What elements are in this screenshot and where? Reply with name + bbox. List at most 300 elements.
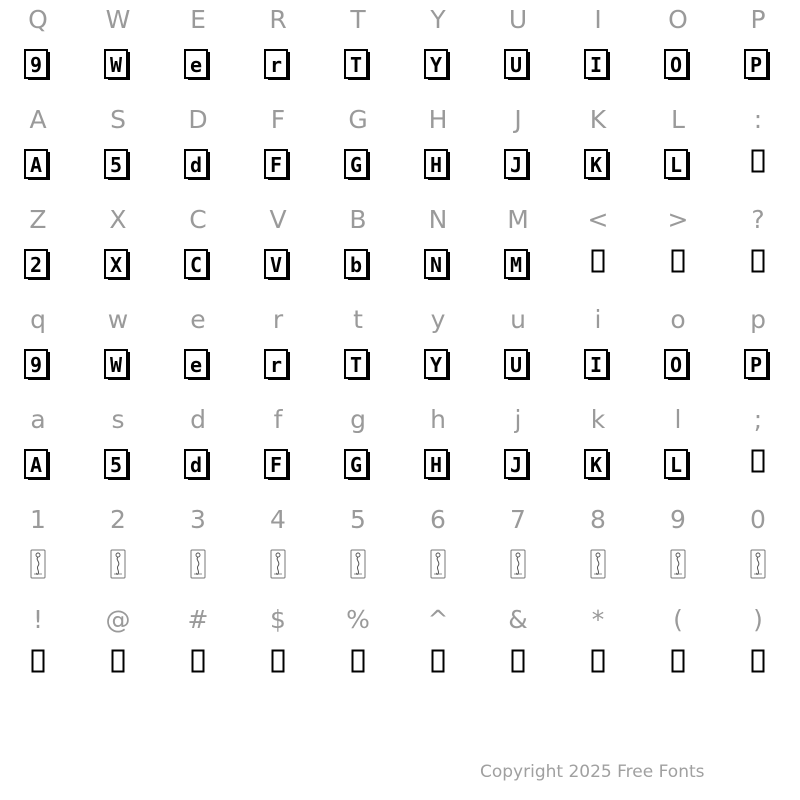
font-glyph-sample xyxy=(728,349,788,385)
notdef-box-icon xyxy=(751,449,765,473)
reference-char: R xyxy=(269,5,287,34)
stencil-glyph-icon xyxy=(264,149,292,181)
font-glyph-sample xyxy=(248,449,308,485)
glyph-cell xyxy=(248,100,308,200)
glyph-cell xyxy=(648,300,708,400)
svg-text:Y: Y xyxy=(429,353,443,377)
svg-text:F: F xyxy=(269,153,283,177)
glyph-cell xyxy=(88,600,148,700)
stencil-glyph-icon xyxy=(264,49,292,81)
glyph-cell xyxy=(8,300,68,400)
stencil-glyph-icon xyxy=(184,249,212,281)
svg-text:N: N xyxy=(429,253,443,277)
glyph-cell xyxy=(8,100,68,200)
font-glyph-sample xyxy=(408,349,468,385)
svg-text:C: C xyxy=(189,253,203,277)
font-glyph-sample xyxy=(168,449,228,485)
svg-text:J: J xyxy=(509,153,523,177)
reference-char: U xyxy=(508,5,528,34)
glyph-cell xyxy=(168,300,228,400)
font-glyph-sample xyxy=(568,549,628,585)
glyph-cell xyxy=(248,600,308,700)
svg-text:X: X xyxy=(109,253,123,277)
stencil-glyph-icon xyxy=(264,249,292,281)
font-glyph-sample xyxy=(248,349,308,385)
svg-text:U: U xyxy=(509,53,523,77)
reference-char: K xyxy=(589,105,607,134)
stencil-glyph-icon xyxy=(504,249,532,281)
reference-char: X xyxy=(109,205,127,234)
notdef-box-icon xyxy=(671,249,685,273)
reference-char: ! xyxy=(32,605,44,634)
preview-row xyxy=(0,300,800,400)
reference-char: : xyxy=(753,105,763,134)
svg-text:G: G xyxy=(349,453,363,477)
font-glyph-sample xyxy=(648,49,708,85)
stencil-glyph-icon xyxy=(344,249,372,281)
font-glyph-sample xyxy=(728,449,788,485)
reference-char: i xyxy=(594,305,602,334)
font-glyph-sample xyxy=(648,449,708,485)
font-glyph-sample xyxy=(88,249,148,285)
font-glyph-sample xyxy=(248,649,308,685)
reference-char: 8 xyxy=(590,505,606,534)
reference-char: $ xyxy=(270,605,286,634)
glyph-cell xyxy=(168,0,228,100)
reference-char: B xyxy=(349,205,367,234)
glyph-cell xyxy=(8,0,68,100)
stencil-glyph-icon xyxy=(504,449,532,481)
font-glyph-sample xyxy=(88,349,148,385)
glyph-cell xyxy=(328,500,388,600)
reference-char: t xyxy=(353,305,363,334)
font-glyph-sample xyxy=(488,549,548,585)
svg-text:W: W xyxy=(109,353,123,377)
reference-char: S xyxy=(110,105,126,134)
reference-char: g xyxy=(350,405,366,434)
glyph-cell xyxy=(408,100,468,200)
glyph-cell xyxy=(8,600,68,700)
font-glyph-sample xyxy=(88,49,148,85)
svg-text:I: I xyxy=(589,53,603,77)
reference-char: o xyxy=(670,305,686,334)
svg-text:O: O xyxy=(669,53,683,77)
stencil-glyph-icon xyxy=(504,49,532,81)
font-glyph-sample xyxy=(408,249,468,285)
seahorse-card-icon xyxy=(30,549,46,579)
reference-char: l xyxy=(674,405,682,434)
reference-char: f xyxy=(273,405,283,434)
svg-text:r: r xyxy=(269,53,283,77)
glyph-cell xyxy=(408,0,468,100)
font-glyph-sample xyxy=(568,349,628,385)
svg-text:T: T xyxy=(349,353,363,377)
stencil-glyph-icon xyxy=(664,349,692,381)
glyph-cell xyxy=(248,400,308,500)
glyph-cell xyxy=(248,300,308,400)
stencil-glyph-icon xyxy=(104,449,132,481)
glyph-cell xyxy=(568,400,628,500)
glyph-cell xyxy=(728,600,788,700)
reference-char: w xyxy=(107,305,129,334)
svg-text:2: 2 xyxy=(29,253,43,277)
stencil-glyph-icon xyxy=(104,49,132,81)
font-glyph-sample xyxy=(568,49,628,85)
glyph-cell xyxy=(88,300,148,400)
glyph-cell xyxy=(728,500,788,600)
notdef-box-icon xyxy=(751,249,765,273)
glyph-cell xyxy=(328,0,388,100)
notdef-box-icon xyxy=(511,649,525,673)
font-glyph-sample xyxy=(168,149,228,185)
glyph-cell xyxy=(328,100,388,200)
reference-char: 3 xyxy=(190,505,206,534)
stencil-glyph-icon xyxy=(184,149,212,181)
notdef-box-icon xyxy=(751,649,765,673)
notdef-box-icon xyxy=(671,649,685,673)
svg-text:9: 9 xyxy=(29,353,43,377)
font-glyph-sample xyxy=(728,249,788,285)
seahorse-card-icon xyxy=(750,549,766,579)
glyph-cell xyxy=(248,200,308,300)
font-glyph-sample xyxy=(8,49,68,85)
svg-text:L: L xyxy=(669,453,683,477)
glyph-cell xyxy=(568,200,628,300)
reference-char: 4 xyxy=(270,505,286,534)
font-glyph-sample xyxy=(8,649,68,685)
preview-row xyxy=(0,200,800,300)
font-glyph-sample xyxy=(728,649,788,685)
glyph-cell xyxy=(408,300,468,400)
font-glyph-sample xyxy=(168,249,228,285)
notdef-box-icon xyxy=(271,649,285,673)
preview-row xyxy=(0,400,800,500)
glyph-cell xyxy=(728,300,788,400)
notdef-box-icon xyxy=(751,149,765,173)
glyph-cell xyxy=(488,300,548,400)
notdef-box-icon xyxy=(111,649,125,673)
glyph-cell xyxy=(88,100,148,200)
svg-text:U: U xyxy=(509,353,523,377)
stencil-glyph-icon xyxy=(264,449,292,481)
stencil-glyph-icon xyxy=(424,449,452,481)
font-glyph-sample xyxy=(728,549,788,585)
font-glyph-sample xyxy=(168,349,228,385)
reference-char: ; xyxy=(753,405,763,434)
svg-text:P: P xyxy=(749,353,763,377)
glyph-cell xyxy=(328,600,388,700)
glyph-cell xyxy=(248,0,308,100)
stencil-glyph-icon xyxy=(584,49,612,81)
font-glyph-sample xyxy=(8,349,68,385)
reference-char: * xyxy=(591,605,605,634)
svg-text:P: P xyxy=(749,53,763,77)
reference-char: q xyxy=(30,305,46,334)
reference-char: k xyxy=(590,405,606,434)
stencil-glyph-icon xyxy=(104,249,132,281)
preview-row xyxy=(0,0,800,100)
reference-char: e xyxy=(190,305,206,334)
stencil-glyph-icon xyxy=(104,149,132,181)
stencil-glyph-icon xyxy=(584,449,612,481)
stencil-glyph-icon xyxy=(264,349,292,381)
stencil-glyph-icon xyxy=(184,349,212,381)
svg-text:O: O xyxy=(669,353,683,377)
font-glyph-sample xyxy=(328,649,388,685)
glyph-cell xyxy=(488,100,548,200)
seahorse-card-icon xyxy=(430,549,446,579)
glyph-cell xyxy=(648,0,708,100)
font-glyph-sample xyxy=(408,149,468,185)
stencil-glyph-icon xyxy=(424,49,452,81)
svg-text:V: V xyxy=(269,253,283,277)
reference-char: u xyxy=(510,305,526,334)
svg-text:9: 9 xyxy=(29,53,43,77)
font-glyph-sample xyxy=(328,349,388,385)
svg-text:d: d xyxy=(189,153,203,177)
reference-char: C xyxy=(189,205,207,234)
reference-char: Q xyxy=(28,5,48,34)
glyph-cell xyxy=(488,400,548,500)
reference-char: 0 xyxy=(750,505,766,534)
font-glyph-sample xyxy=(328,149,388,185)
svg-text:A: A xyxy=(29,153,43,177)
glyph-cell xyxy=(648,600,708,700)
notdef-box-icon xyxy=(591,249,605,273)
reference-char: d xyxy=(190,405,206,434)
glyph-cell xyxy=(8,200,68,300)
reference-char: T xyxy=(350,5,366,34)
stencil-glyph-icon xyxy=(744,349,772,381)
svg-text:A: A xyxy=(29,453,43,477)
reference-char: F xyxy=(270,105,286,134)
glyph-cell xyxy=(168,100,228,200)
reference-char: O xyxy=(668,5,688,34)
reference-char: Z xyxy=(29,205,47,234)
reference-char: M xyxy=(507,205,529,234)
stencil-glyph-icon xyxy=(424,349,452,381)
stencil-glyph-icon xyxy=(104,349,132,381)
font-glyph-sample xyxy=(488,649,548,685)
font-glyph-sample xyxy=(568,649,628,685)
font-glyph-sample xyxy=(728,149,788,185)
stencil-glyph-icon xyxy=(664,449,692,481)
glyph-cell xyxy=(328,400,388,500)
svg-text:T: T xyxy=(349,53,363,77)
svg-text:H: H xyxy=(429,153,443,177)
glyph-cell xyxy=(728,0,788,100)
stencil-glyph-icon xyxy=(24,449,52,481)
stencil-glyph-icon xyxy=(344,449,372,481)
reference-char: y xyxy=(430,305,446,334)
reference-char: P xyxy=(750,5,766,34)
stencil-glyph-icon xyxy=(584,349,612,381)
glyph-cell xyxy=(168,400,228,500)
glyph-cell xyxy=(88,500,148,600)
font-glyph-sample xyxy=(8,149,68,185)
glyph-cell xyxy=(8,400,68,500)
notdef-box-icon xyxy=(191,649,205,673)
stencil-glyph-icon xyxy=(504,149,532,181)
reference-char: & xyxy=(508,605,528,634)
reference-char: ( xyxy=(673,605,683,634)
font-glyph-sample xyxy=(8,549,68,585)
font-glyph-sample xyxy=(488,49,548,85)
glyph-cell xyxy=(728,400,788,500)
glyph-cell xyxy=(168,500,228,600)
svg-text:e: e xyxy=(189,353,203,377)
stencil-glyph-icon xyxy=(344,49,372,81)
glyph-cell xyxy=(488,200,548,300)
seahorse-card-icon xyxy=(350,549,366,579)
svg-text:K: K xyxy=(589,453,603,477)
svg-text:W: W xyxy=(109,53,123,77)
glyph-cell xyxy=(408,600,468,700)
font-glyph-sample xyxy=(408,49,468,85)
font-glyph-sample xyxy=(488,249,548,285)
reference-char: 7 xyxy=(510,505,526,534)
glyph-cell xyxy=(408,200,468,300)
stencil-glyph-icon xyxy=(24,349,52,381)
reference-char: > xyxy=(667,205,689,234)
svg-text:e: e xyxy=(189,53,203,77)
font-glyph-sample xyxy=(328,249,388,285)
reference-char: a xyxy=(30,405,46,434)
svg-text:M: M xyxy=(509,253,523,277)
font-glyph-sample xyxy=(568,149,628,185)
font-glyph-sample xyxy=(88,649,148,685)
notdef-box-icon xyxy=(431,649,445,673)
reference-char: 5 xyxy=(350,505,366,534)
stencil-glyph-icon xyxy=(584,149,612,181)
font-glyph-sample xyxy=(408,549,468,585)
reference-char: V xyxy=(269,205,287,234)
font-glyph-sample xyxy=(728,49,788,85)
font-glyph-sample xyxy=(328,449,388,485)
reference-char: # xyxy=(187,605,209,634)
reference-char: 9 xyxy=(670,505,686,534)
glyph-cell xyxy=(168,200,228,300)
reference-char: 6 xyxy=(430,505,446,534)
preview-row xyxy=(0,100,800,200)
svg-text:K: K xyxy=(589,153,603,177)
font-glyph-sample xyxy=(648,649,708,685)
glyph-cell xyxy=(568,100,628,200)
stencil-glyph-icon xyxy=(504,349,532,381)
glyph-cell xyxy=(648,100,708,200)
glyph-cell xyxy=(8,500,68,600)
preview-row xyxy=(0,500,800,600)
reference-char: p xyxy=(750,305,766,334)
font-glyph-sample xyxy=(328,549,388,585)
font-glyph-sample xyxy=(248,49,308,85)
font-glyph-sample xyxy=(88,149,148,185)
reference-char: G xyxy=(348,105,368,134)
seahorse-card-icon xyxy=(270,549,286,579)
font-glyph-sample xyxy=(568,449,628,485)
reference-char: r xyxy=(272,305,284,334)
glyph-cell xyxy=(568,600,628,700)
seahorse-card-icon xyxy=(510,549,526,579)
reference-char: L xyxy=(671,105,685,134)
stencil-glyph-icon xyxy=(344,149,372,181)
font-glyph-sample xyxy=(648,549,708,585)
svg-text:J: J xyxy=(509,453,523,477)
glyph-cell xyxy=(168,600,228,700)
glyph-cell xyxy=(88,0,148,100)
glyph-cell xyxy=(728,200,788,300)
stencil-glyph-icon xyxy=(24,149,52,181)
reference-char: N xyxy=(428,205,448,234)
font-glyph-sample xyxy=(488,349,548,385)
reference-char: % xyxy=(346,605,370,634)
reference-char: E xyxy=(190,5,206,34)
notdef-box-icon xyxy=(351,649,365,673)
reference-char: ) xyxy=(753,605,763,634)
svg-text:H: H xyxy=(429,453,443,477)
svg-text:F: F xyxy=(269,453,283,477)
svg-text:d: d xyxy=(189,453,203,477)
font-glyph-sample xyxy=(168,549,228,585)
reference-char: J xyxy=(514,105,522,134)
font-glyph-sample xyxy=(88,549,148,585)
reference-char: < xyxy=(587,205,609,234)
font-glyph-sample xyxy=(648,249,708,285)
font-glyph-sample xyxy=(408,649,468,685)
stencil-glyph-icon xyxy=(184,49,212,81)
glyph-cell xyxy=(648,500,708,600)
stencil-glyph-icon xyxy=(344,349,372,381)
stencil-glyph-icon xyxy=(184,449,212,481)
font-glyph-sample xyxy=(8,249,68,285)
svg-text:I: I xyxy=(589,353,603,377)
svg-text:5: 5 xyxy=(109,453,123,477)
svg-text:r: r xyxy=(269,353,283,377)
svg-text:b: b xyxy=(349,253,363,277)
glyph-cell xyxy=(648,400,708,500)
font-glyph-sample xyxy=(248,249,308,285)
font-glyph-sample xyxy=(8,449,68,485)
font-glyph-sample xyxy=(568,249,628,285)
reference-char: Y xyxy=(430,5,446,34)
reference-char: 1 xyxy=(30,505,46,534)
reference-char: H xyxy=(428,105,448,134)
reference-char: W xyxy=(105,5,131,34)
glyph-cell xyxy=(728,100,788,200)
font-glyph-sample xyxy=(328,49,388,85)
stencil-glyph-icon xyxy=(424,149,452,181)
stencil-glyph-icon xyxy=(664,149,692,181)
glyph-cell xyxy=(408,500,468,600)
reference-char: ? xyxy=(751,205,765,234)
seahorse-card-icon xyxy=(590,549,606,579)
font-glyph-sample xyxy=(248,149,308,185)
reference-char: j xyxy=(514,405,522,434)
font-glyph-sample xyxy=(88,449,148,485)
svg-text:5: 5 xyxy=(109,153,123,177)
stencil-glyph-icon xyxy=(24,249,52,281)
glyph-cell xyxy=(568,500,628,600)
stencil-glyph-icon xyxy=(24,49,52,81)
font-glyph-sample xyxy=(648,349,708,385)
glyph-cell xyxy=(488,0,548,100)
reference-char: A xyxy=(29,105,47,134)
font-glyph-sample xyxy=(248,549,308,585)
reference-char: @ xyxy=(105,605,131,634)
stencil-glyph-icon xyxy=(664,49,692,81)
glyph-cell xyxy=(248,500,308,600)
seahorse-card-icon xyxy=(190,549,206,579)
